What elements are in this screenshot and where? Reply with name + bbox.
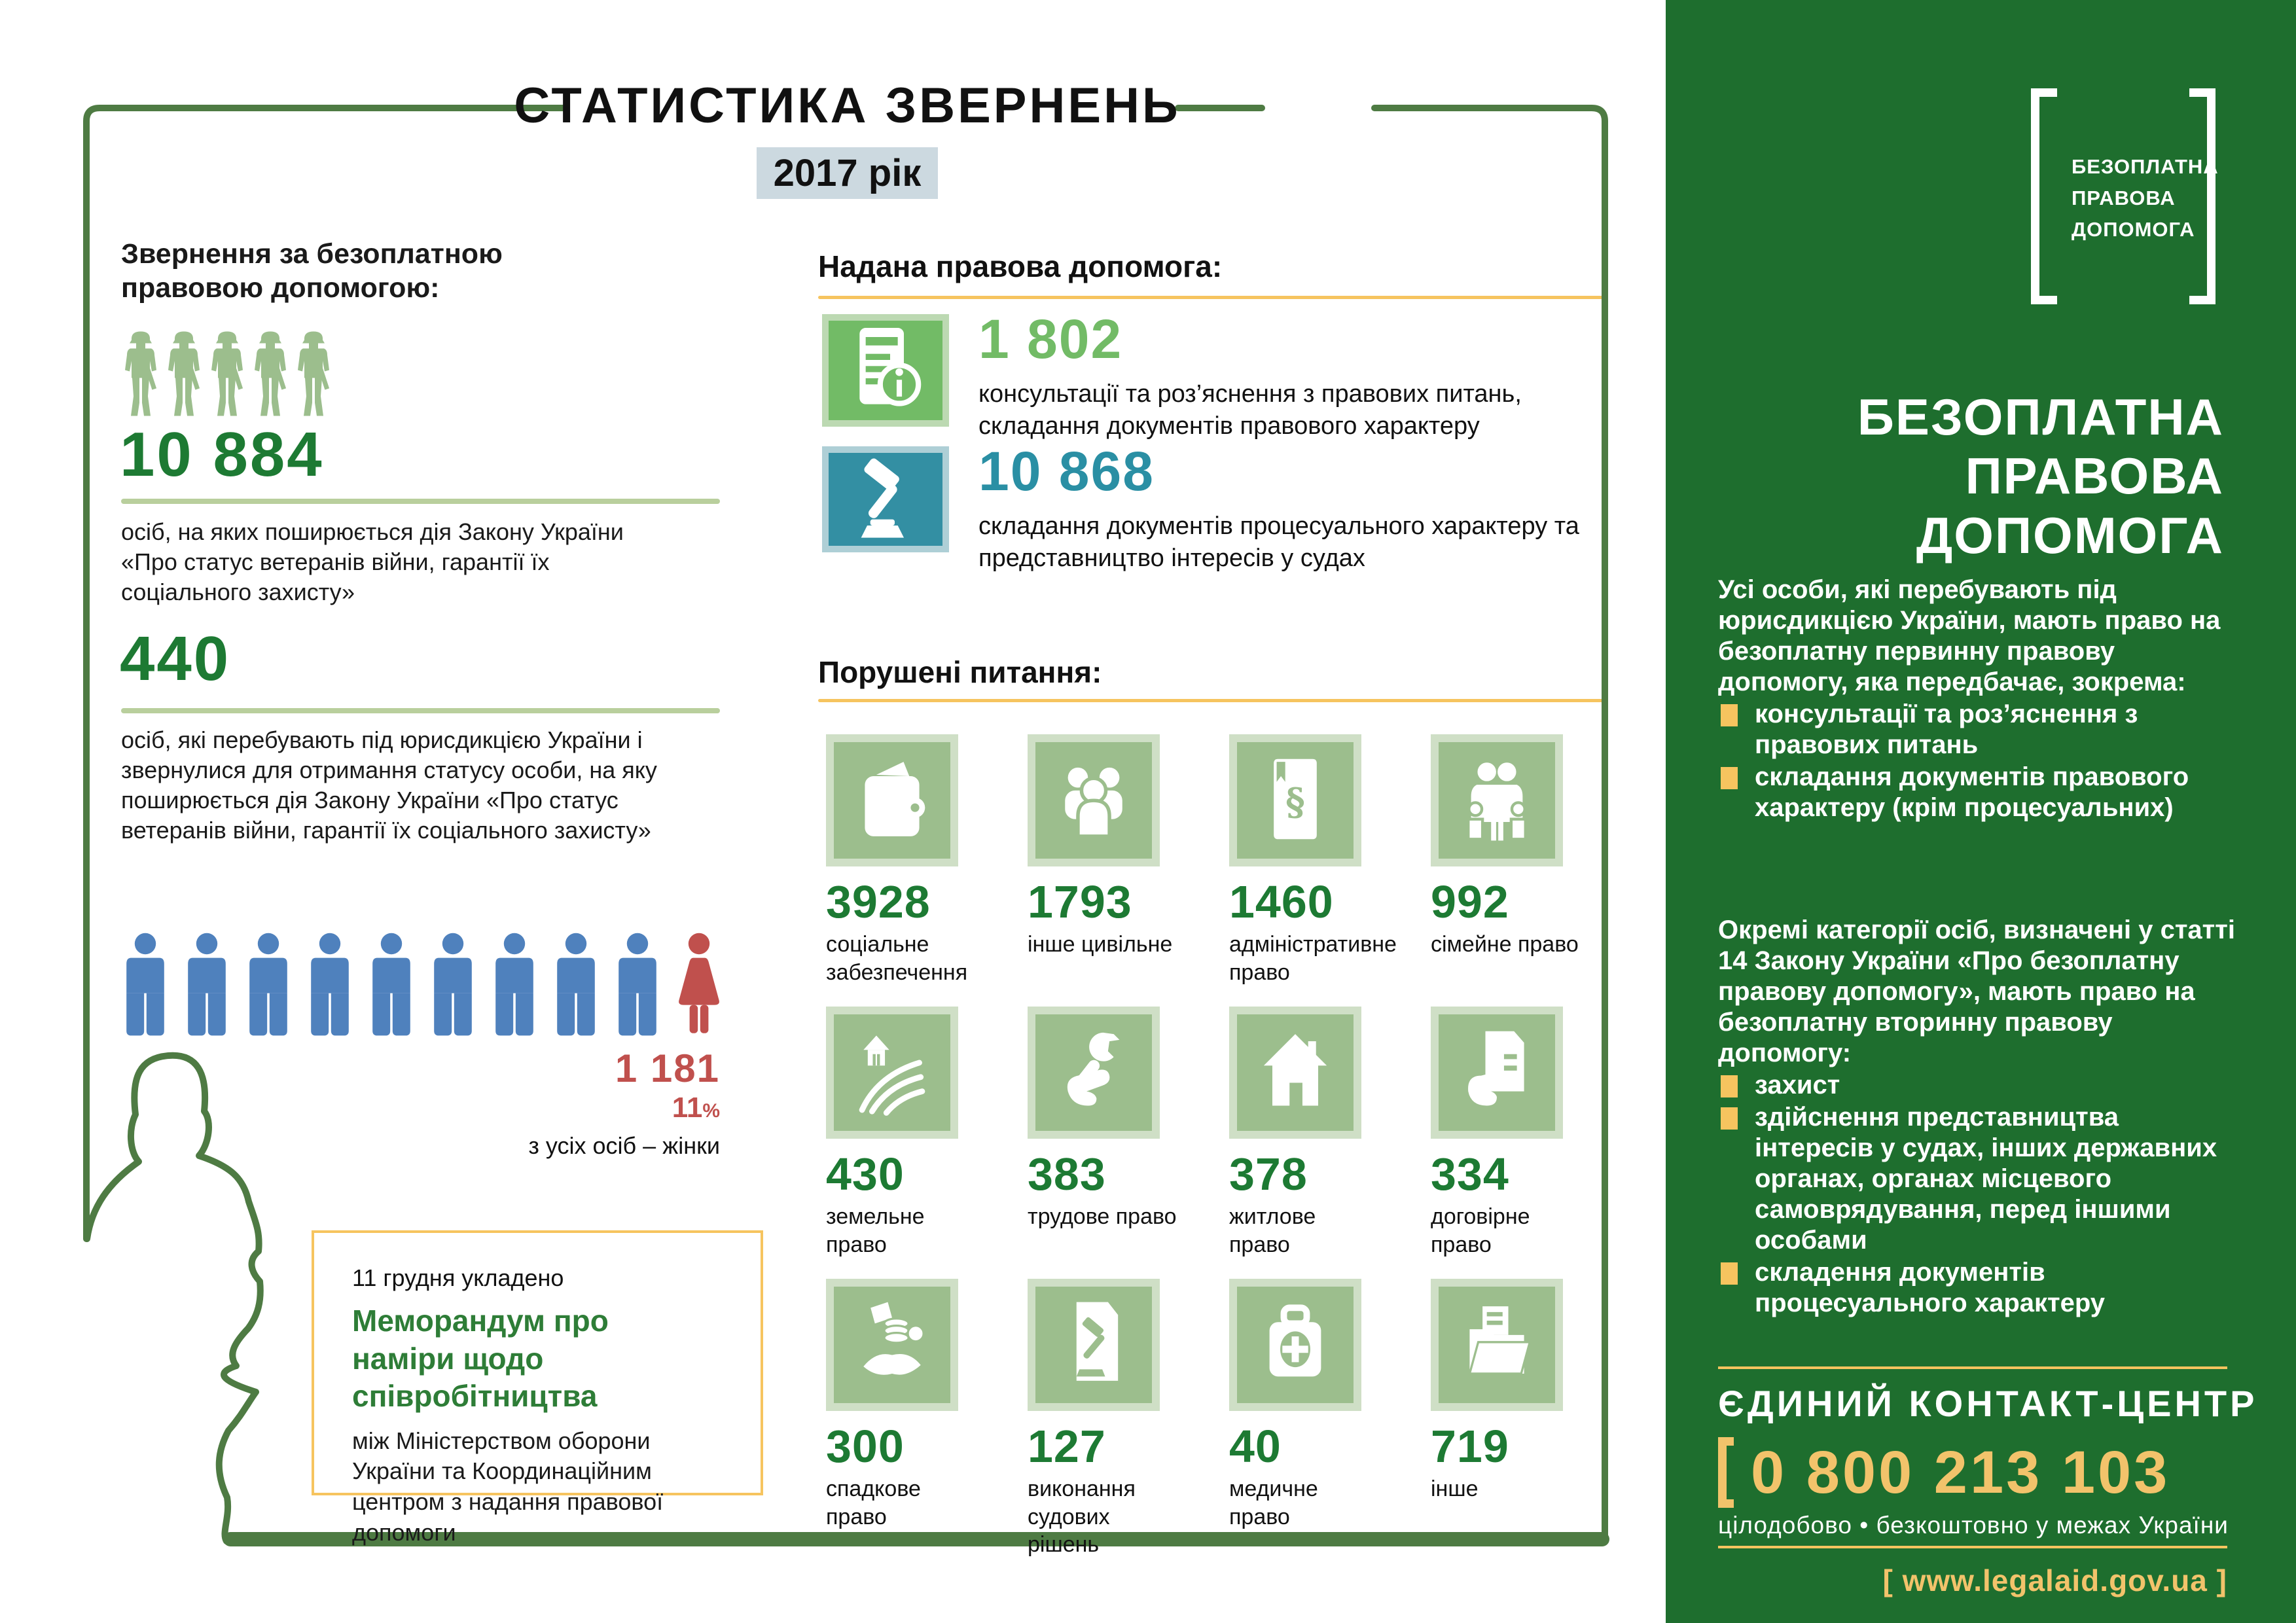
- bullet-item: [1718, 1102, 2235, 1256]
- bullet-square-icon: [1721, 1107, 1738, 1130]
- sidebar-title-line: ДОПОМОГА: [1916, 506, 2224, 564]
- issue-label: спадкове право: [826, 1476, 921, 1529]
- issue-item: [1229, 1007, 1361, 1279]
- male-person-icon: [183, 927, 230, 1046]
- male-person-icon: [429, 927, 476, 1046]
- issue-label: виконання судових рішень: [1028, 1476, 1136, 1557]
- divider: [121, 499, 720, 504]
- legal-aid-logo: [2031, 88, 2219, 304]
- percent-sign: %: [702, 1100, 720, 1122]
- primary-aid-paragraph: [1718, 575, 2235, 823]
- issue-label: земельне право: [826, 1204, 925, 1257]
- issue-tile: [826, 1007, 958, 1139]
- issue-value: 127: [1028, 1421, 1106, 1472]
- bullet-item: [1718, 1257, 2235, 1319]
- issue-tile: [1431, 1279, 1563, 1411]
- issue-item: [1431, 1007, 1563, 1279]
- women-count: 1 181: [615, 1046, 720, 1090]
- issue-value: 378: [1229, 1149, 1308, 1200]
- logo-line: ПРАВОВА: [2072, 187, 2176, 210]
- male-person-icon: [122, 927, 169, 1046]
- bullet-square-icon: [1721, 704, 1738, 726]
- phone-number: 0 800 213 103: [1751, 1438, 2170, 1506]
- logo-line: ДОПОМОГА: [2072, 218, 2195, 241]
- bullet-text: складання документів правового характеру (крім процесуальних): [1755, 762, 2189, 822]
- soldier-icon: [121, 329, 160, 422]
- issue-value: 334: [1431, 1149, 1509, 1200]
- aid-court-docs-value: 10 868: [978, 440, 1155, 502]
- logo-text: [2072, 151, 2219, 245]
- issue-label: трудове право: [1028, 1204, 1177, 1229]
- issue-value: 383: [1028, 1149, 1106, 1200]
- medical-icon: [1249, 1298, 1341, 1393]
- aid-consultations-value: 1 802: [978, 308, 1123, 370]
- issue-label: соціальне забезпечення: [826, 932, 968, 985]
- issue-label: житлове право: [1229, 1204, 1316, 1257]
- secondary-aid-paragraph: [1718, 915, 2235, 1319]
- women-percent-value: 11: [672, 1092, 703, 1124]
- contract-icon: [1451, 1026, 1543, 1120]
- issue-value: 300: [826, 1421, 905, 1472]
- male-person-icon: [614, 927, 661, 1046]
- issue-value: 719: [1431, 1421, 1509, 1472]
- issue-label: інше цивільне: [1028, 932, 1173, 957]
- issue-value: 3928: [826, 876, 931, 927]
- memo-title: Меморандум про наміри щодо співробітництва: [352, 1304, 609, 1413]
- male-person-icon: [552, 927, 600, 1046]
- divider: [1718, 1546, 2227, 1548]
- bullet-square-icon: [1721, 1262, 1738, 1285]
- gender-pictograms: [122, 927, 723, 1046]
- soldier-icon: [207, 329, 247, 422]
- phone-bracket-icon: [1718, 1437, 1734, 1508]
- soldier-pictograms: [121, 329, 333, 422]
- issue-tile: [826, 734, 958, 866]
- bullet-item: [1718, 1070, 2235, 1101]
- issue-tile: [1028, 1007, 1160, 1139]
- issue-value: 430: [826, 1149, 905, 1200]
- issue-value: 1460: [1229, 876, 1334, 927]
- issue-tile: [1431, 734, 1563, 866]
- aid-tile-court-docs: [822, 446, 949, 552]
- bullet-text: захист: [1755, 1071, 1840, 1099]
- divider: [818, 296, 1608, 299]
- aid-tile-consultations: [822, 314, 949, 427]
- sidebar: [1666, 0, 2296, 1623]
- male-person-icon: [245, 927, 292, 1046]
- law-book-icon: [1249, 753, 1341, 848]
- issue-value: 992: [1431, 876, 1509, 927]
- stat-veterans-desc: осіб, на яких поширюється дія Закону України «Про статус ветеранів війни, гарантії їх соціального захисту»: [121, 518, 624, 606]
- male-person-icon: [368, 927, 415, 1046]
- issue-item: [1028, 734, 1173, 1007]
- issue-label: сімейне право: [1431, 932, 1579, 957]
- sidebar-title-line: БЕЗОПЛАТНА: [1857, 388, 2224, 446]
- inheritance-icon: [846, 1298, 938, 1393]
- document-info-icon: [846, 323, 925, 418]
- soldier-icon: [164, 329, 204, 422]
- soldier-outline: [87, 1056, 260, 1541]
- primary-intro-bold: Усі особи, які перебувають під юрисдикцією України,: [1718, 575, 2117, 635]
- issue-tile: [1028, 734, 1160, 866]
- gavel-icon: [846, 452, 925, 547]
- contact-center-heading: ЄДИНИЙ КОНТАКТ-ЦЕНТР: [1718, 1383, 2258, 1424]
- year-wrap: [86, 147, 1608, 199]
- issue-tile: [1229, 1279, 1361, 1411]
- issue-item: [1028, 1279, 1160, 1557]
- wrench-hand-icon: [1048, 1026, 1139, 1120]
- page-title: СТАТИСТИКА ЗВЕРНЕНЬ: [514, 78, 1181, 134]
- issue-tile: [1229, 1007, 1361, 1139]
- stat-status-desc: осіб, які перебувають під юрисдикцією України і звернулися для отримання статусу особи, на яку поширюється дія Закону України «Про статус ветеранів війни, гарантії їх соціального захисту»: [121, 726, 657, 844]
- stat-veterans-value: 10 884: [120, 419, 324, 490]
- logo-line: БЕЗОПЛАТНА: [2072, 155, 2219, 178]
- issue-item: [1431, 1279, 1563, 1551]
- issues-grid: [826, 734, 1585, 1557]
- family-icon: [1451, 753, 1543, 848]
- divider: [121, 708, 720, 713]
- divider: [1718, 1366, 2227, 1369]
- issue-item: [1028, 1007, 1177, 1279]
- svg-text:§: §: [1285, 780, 1305, 824]
- issue-item: [1229, 734, 1397, 1007]
- house-icon: [1249, 1026, 1341, 1120]
- court-decision-icon: [1048, 1298, 1139, 1393]
- website-link[interactable]: [ www.legalaid.gov.ua ]: [1882, 1563, 2227, 1597]
- memo-body: між Міністерством оборони України та Координаційним центром з надання правової допомоги: [352, 1427, 664, 1546]
- issue-item: [1229, 1279, 1361, 1551]
- requests-heading: Звернення за безоплатною правовою допомогою:: [121, 238, 503, 304]
- issue-label: інше: [1431, 1476, 1479, 1501]
- logo-bracket-left-icon: [2031, 88, 2057, 304]
- stat-status-value: 440: [120, 624, 231, 694]
- sidebar-title-line: ПРАВОВА: [1965, 447, 2224, 505]
- issue-tile: [1028, 1279, 1160, 1411]
- sidebar-title: [1718, 387, 2224, 565]
- farm-icon: [846, 1026, 938, 1120]
- bullet-item: [1718, 699, 2235, 760]
- issue-label: адміністративне право: [1229, 932, 1397, 985]
- issue-label: медичне право: [1229, 1476, 1318, 1529]
- primary-bullets: [1718, 699, 2235, 823]
- primary-intro-rest: мають право на безоплатну первинну правову допомогу, яка передбачає, зокрема:: [1718, 606, 2221, 696]
- memo-intro: 11 грудня укладено: [352, 1264, 564, 1291]
- issue-item: [826, 1007, 958, 1279]
- issue-item: [826, 734, 968, 1007]
- soldier-icon: [251, 329, 290, 422]
- issue-tile: [1431, 1007, 1563, 1139]
- year-badge: 2017 рік: [757, 147, 939, 199]
- phone-row: [1718, 1437, 2170, 1508]
- people-icon: [1048, 753, 1139, 848]
- male-person-icon: [491, 927, 538, 1046]
- bullet-square-icon: [1721, 1075, 1738, 1097]
- divider: [818, 699, 1608, 702]
- aid-heading: Надана правова допомога:: [818, 249, 1223, 283]
- issue-tile: [826, 1279, 958, 1411]
- bullet-text: здійснення представництва інтересів у судах, інших державних органах, органах місцевого самоврядування, перед іншими особами: [1755, 1103, 2217, 1255]
- secondary-bullets: [1718, 1070, 2235, 1319]
- folder-icon: [1451, 1298, 1543, 1393]
- women-caption: з усіх осіб – жінки: [528, 1132, 720, 1159]
- bullet-text: складення документів процесуального характеру: [1755, 1258, 2105, 1317]
- soldier-icon: [294, 329, 333, 422]
- bullet-item: [1718, 762, 2235, 823]
- issue-value: 1793: [1028, 876, 1132, 927]
- contact-note: цілодобово • безкоштовно у межах України: [1718, 1512, 2229, 1539]
- secondary-intro-rest: визначені у статті 14 Закону України «Про безоплатну правову допомогу», мають право на безоплатну вторинну правову допомогу:: [1718, 916, 2235, 1067]
- female-person-icon: [675, 927, 723, 1046]
- issue-label: договірне право: [1431, 1204, 1530, 1257]
- secondary-intro-bold: Окремі категорії осіб,: [1718, 916, 1996, 944]
- aid-consultations-desc: консультації та роз’яснення з правових питань, складання документів правового характеру: [978, 380, 1522, 440]
- issue-value: 40: [1229, 1421, 1282, 1472]
- issue-item: [1431, 734, 1579, 1007]
- issue-tile: [1229, 734, 1361, 866]
- aid-court-docs-desc: складання документів процесуального характеру та представництво інтересів у судах: [978, 512, 1579, 573]
- bullet-text: консультації та роз’яснення з правових питань: [1755, 700, 2138, 759]
- wallet-icon: [846, 753, 938, 848]
- issue-item: [826, 1279, 958, 1551]
- bullet-square-icon: [1721, 767, 1738, 789]
- memorandum-box: [312, 1230, 763, 1546]
- male-person-icon: [306, 927, 353, 1046]
- issues-heading: Порушені питання:: [818, 655, 1102, 689]
- women-percent: [458, 1092, 720, 1124]
